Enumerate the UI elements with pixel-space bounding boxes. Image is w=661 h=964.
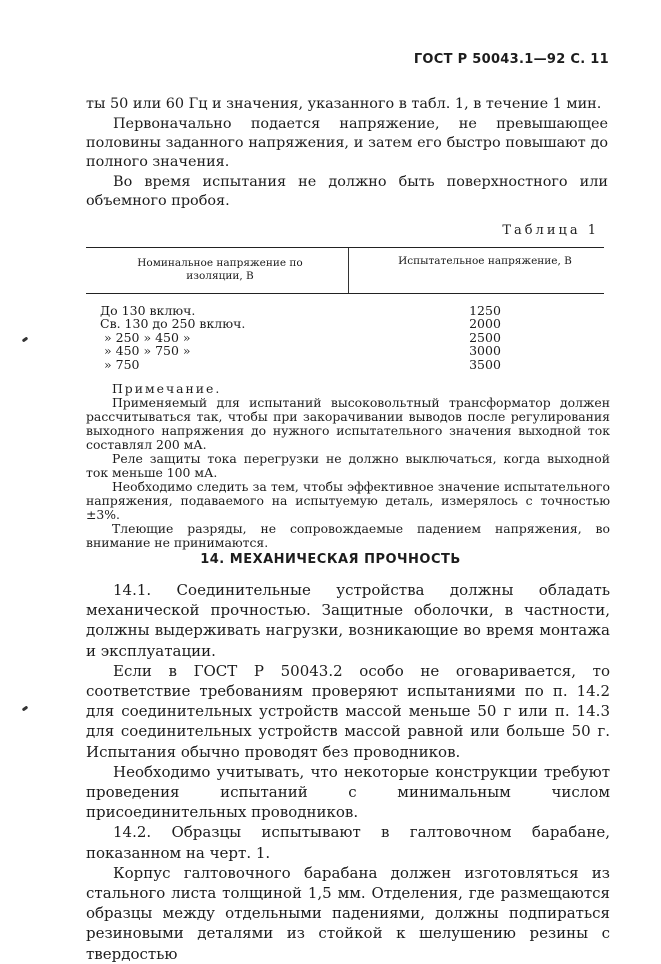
intro-paragraph-2: Первоначально подается напряжение, не превышающее половины заданного напряжения, и затем его быстро повышают до полного значения. bbox=[86, 116, 608, 170]
table-column-ranges bbox=[100, 304, 245, 371]
note-paragraph: Тлеющие разряды, не сопровождаемые падением напряжения, во внимание не принимаются. bbox=[86, 521, 610, 550]
intro-paragraph-3: Во время испытания не должно быть поверхностного или объемного пробоя. bbox=[86, 174, 608, 209]
table-row-range: » 250 » 450 » bbox=[104, 329, 191, 345]
table-notes bbox=[86, 382, 610, 550]
intro-text bbox=[86, 95, 608, 211]
table-row-range: » 450 » 750 » bbox=[104, 343, 191, 359]
scan-speck-mark bbox=[22, 337, 29, 343]
section-paragraph: 14.1. Соединительные устройства должны обладать механической прочностью. Защитные оболочки, в частности, должны выдерживать нагрузки, возникающие во время монтажа и эксплуатации. bbox=[86, 581, 610, 660]
table-row-value: 3500 bbox=[469, 356, 501, 372]
table-top-rule bbox=[86, 247, 604, 248]
note-paragraph: Реле защиты тока перегрузки не должно выключаться, когда выходной ток меньше 100 мА. bbox=[86, 451, 610, 480]
table-row-value: 1250 bbox=[469, 303, 501, 318]
section-title: 14. МЕХАНИЧЕСКАЯ ПРОЧНОСТЬ bbox=[200, 552, 461, 567]
intro-paragraph-1: ты 50 или 60 Гц и значения, указанного в табл. 1, в течение 1 мин. bbox=[86, 96, 602, 112]
table-header-nominal-voltage: Номинальное напряжение по изоляции, В bbox=[137, 257, 303, 282]
section-paragraph: Если в ГОСТ Р 50043.2 особо не оговаривается, то соответствие требованиям проверяют испытаниями по п. 14.2 для соединительных устройств массой меньше 50 г или п. 14.3 для соединительных устройств массой равной или больше 50 г. Испытания обычно проводят без проводников. bbox=[86, 661, 610, 761]
table-row-range: Св. 130 до 250 включ. bbox=[100, 316, 246, 332]
scan-speck-mark bbox=[22, 706, 29, 712]
notes-heading: Примечание. bbox=[112, 381, 222, 396]
table-header-rule bbox=[86, 293, 604, 294]
table-row-value: 2000 bbox=[469, 316, 501, 332]
table-header-test-voltage: Испытательное напряжение, В bbox=[398, 255, 572, 267]
section-paragraph: 14.2. Образцы испытывают в галтовочном барабане, показанном на черт. 1. bbox=[86, 823, 610, 862]
note-paragraph: Необходимо следить за тем, чтобы эффективное значение испытательного напряжения, подаваемого на испытуемую деталь, измерялось с точностью ±3%. bbox=[86, 479, 610, 522]
page-header: ГОСТ Р 50043.1—92 С. 11 bbox=[413, 52, 609, 67]
table-column-values bbox=[440, 304, 530, 371]
table-row-range: » 750 bbox=[104, 356, 140, 372]
table-row-value: 2500 bbox=[469, 329, 501, 345]
note-paragraph: Применяемый для испытаний высоковольтный трансформатор должен рассчитываться так, чтобы при закорачивании выводов после регулирования выходного напряжения до нужного испытательного значения выходной ток составлял 200 мА. bbox=[86, 395, 610, 452]
table-row-value: 3000 bbox=[469, 343, 501, 359]
table-column-divider bbox=[348, 248, 349, 293]
table-caption: Таблица 1 bbox=[502, 223, 599, 238]
section-paragraph: Корпус галтовочного барабана должен изготовляться из стального листа толщиной 1,5 мм. Отделения, где размещаются образцы между отдельными падениями, должны подпираться резиновыми деталями из стойкой к шелушению резины с твердостью bbox=[86, 863, 610, 963]
section-paragraph: Необходимо учитывать, что некоторые конструкции требуют проведения испытаний с минимальным числом присоединительных проводников. bbox=[86, 762, 610, 822]
table-row-range: До 130 включ. bbox=[100, 303, 196, 318]
section-text bbox=[86, 580, 610, 964]
